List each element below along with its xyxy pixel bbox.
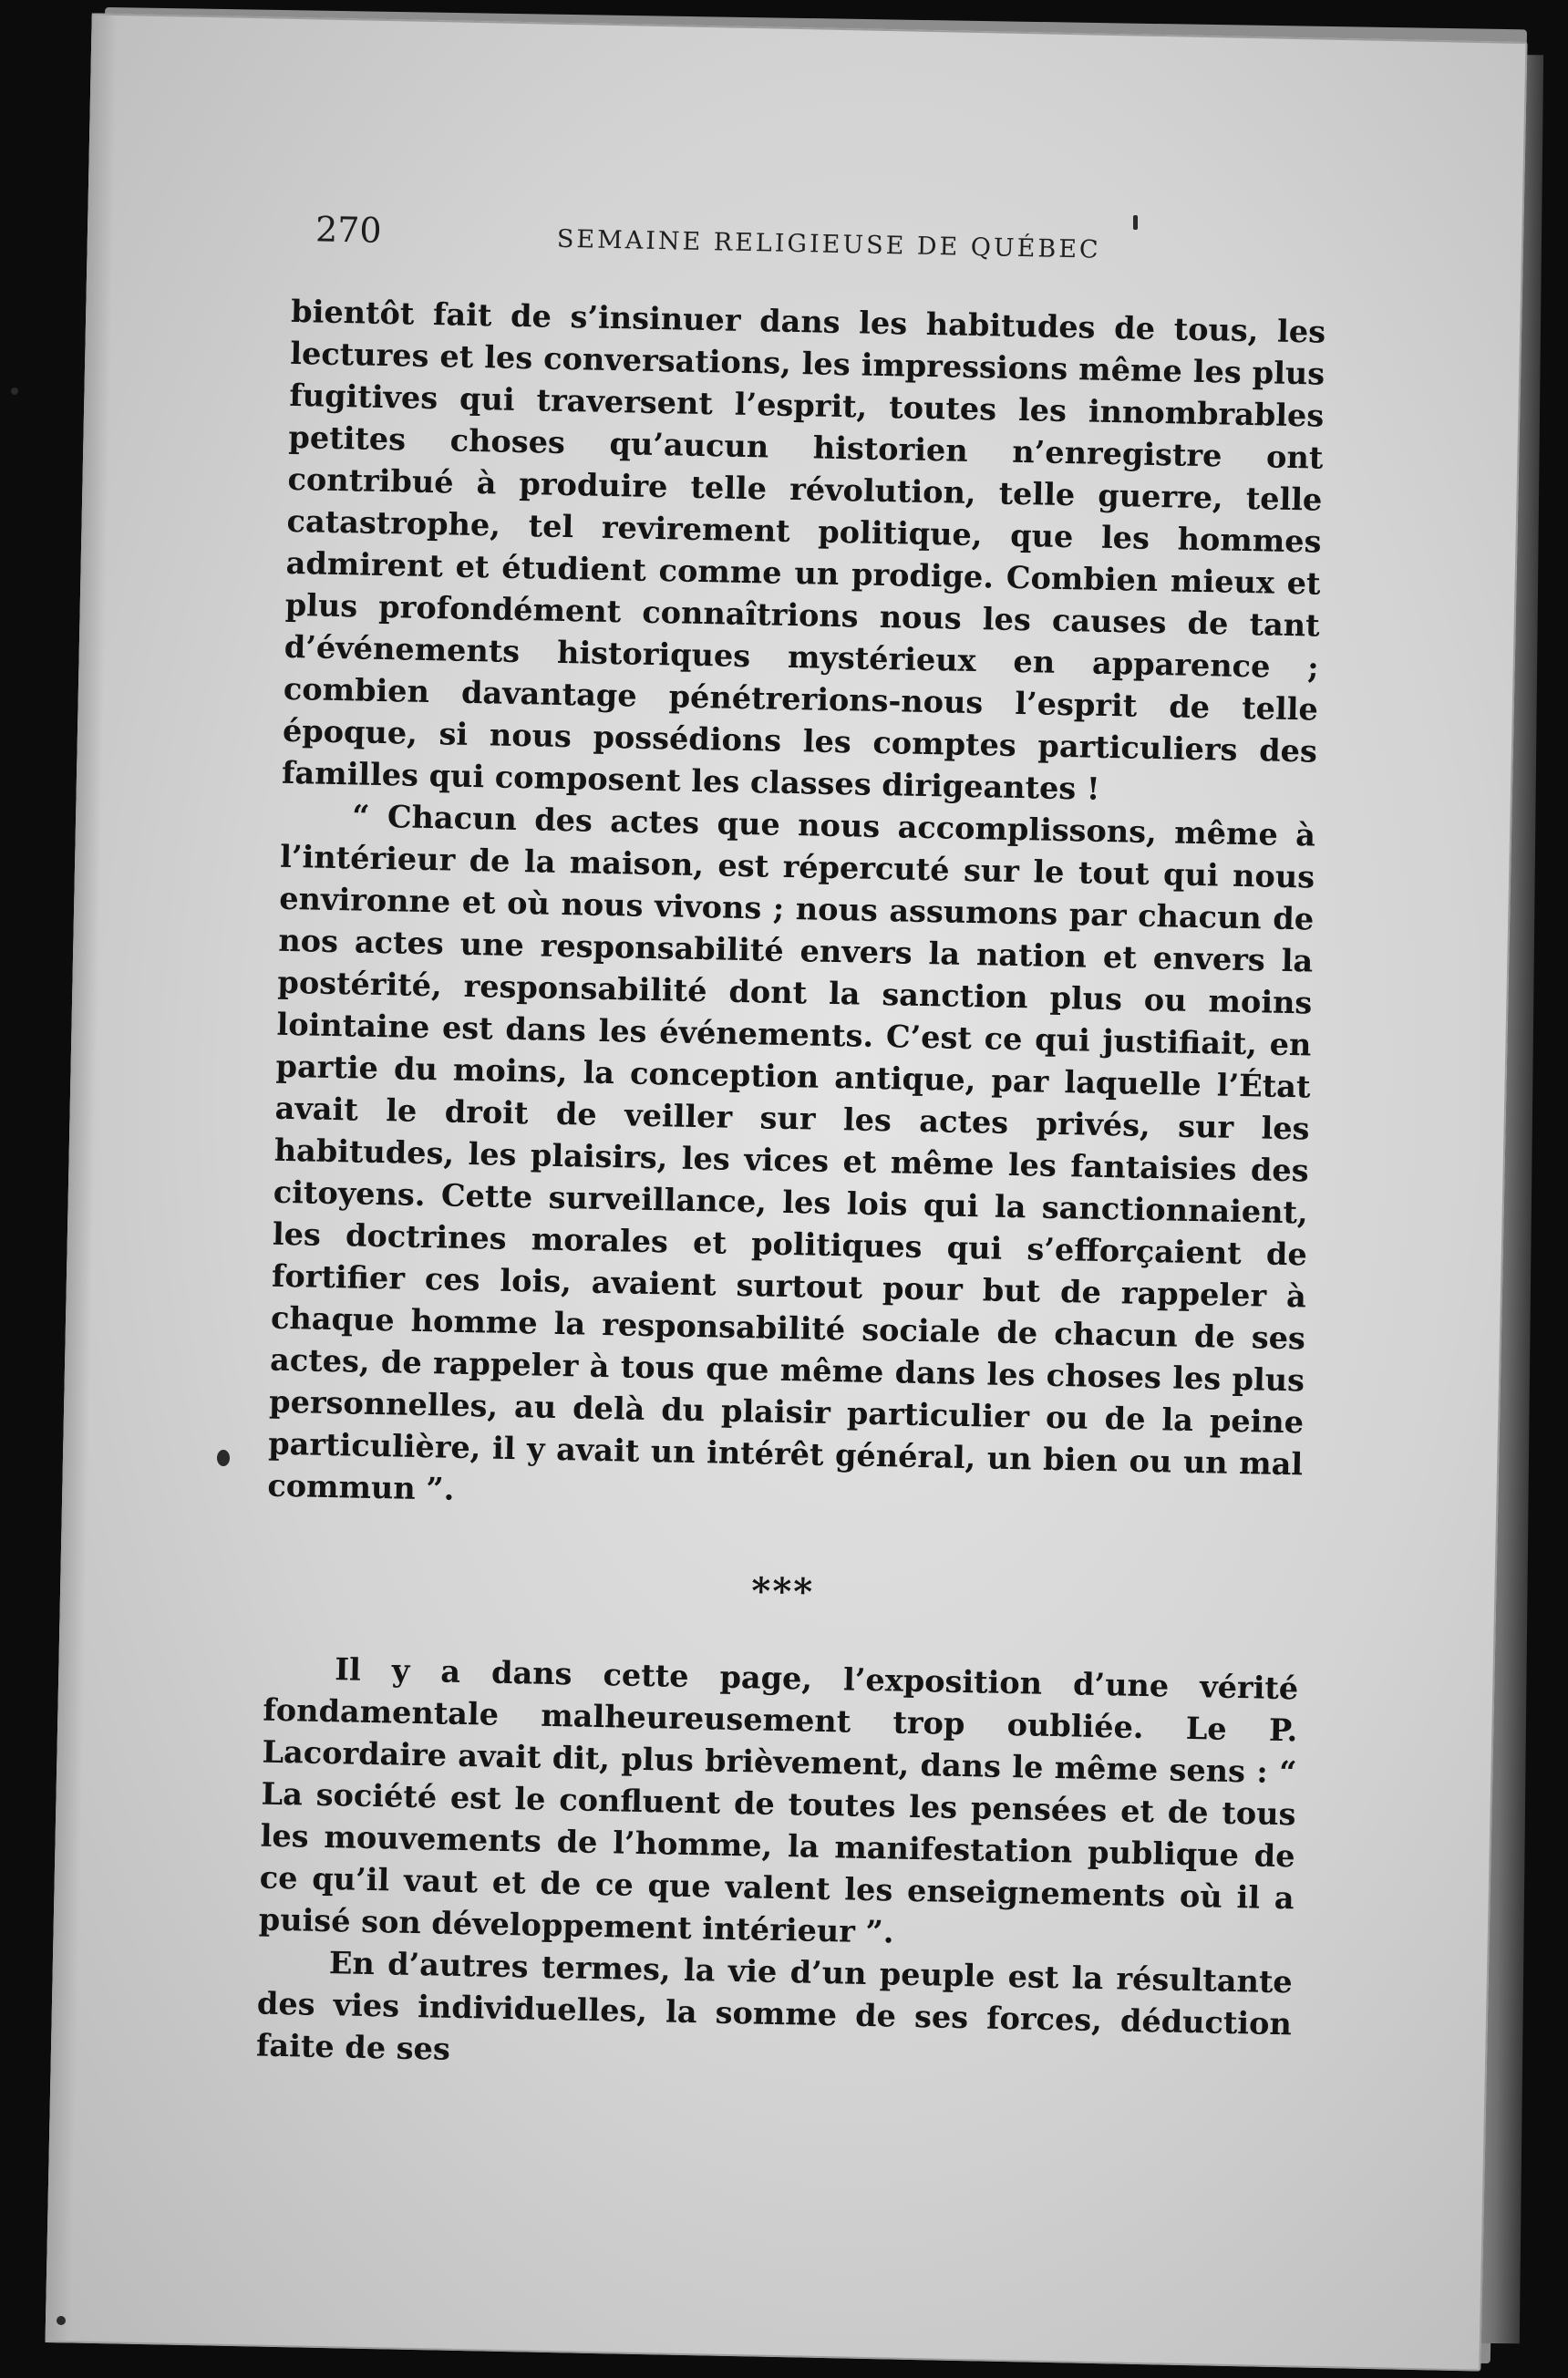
page-number: 270 bbox=[315, 209, 383, 251]
running-title: SEMAINE RELIGIEUSE DE QUÉBEC bbox=[556, 224, 1101, 264]
paragraph-4: En d’autres termes, la vie d’un peuple est la résultante des vies individuelles, la somme de ses forces, déduction faite de ses bbox=[255, 1945, 1294, 2067]
book-page bbox=[46, 13, 1528, 2371]
scan-speck bbox=[217, 1450, 230, 1466]
section-separator-asterism: *** bbox=[750, 1569, 815, 1614]
paragraph-3: Il y a dans cette page, l’exposition d’une vérité fondamentale malheureusement trop oubliée. Le P. Lacordaire avait dit, plus brièvement, dans le même sens : “ La société est le confluent de toutes les pensées et de tous les mouvements de l’homme, la manifestation publique de ce qu’il vaut et de ce que valent les enseignements où il a puisé son développement intérieur ”. bbox=[258, 1651, 1299, 1950]
scan-speck bbox=[1133, 215, 1138, 230]
paragraph-2-quotation: “ Chacun des actes que nous accomplissons, même à l’intérieur de la maison, est répercuté sur le tout qui nous environne et où nous vivons ; nous assumons par chacun de nos actes une responsabilité envers la nation et envers la postérité, responsabilité dont la sanction plus ou moins lointaine est dans les événements. C’est ce qui justifiait, en partie du moins, la conception antique, par laquelle l’État avait le droit de veiller sur les actes privés, sur les habitudes, les plaisirs, les vices et même les fantaisies des citoyens. Cette surveillance, les lois qui la sanctionnaient, les doctrines morales et politiques qui s’efforçaient de fortifier ces lois, avaient surtout pour but de rappeler à chaque homme la responsabilité sociale de chacun de ses actes, de rappeler à tous que même dans les choses les plus personnelles, au delà du plaisir particulier ou de la peine particulière, il y avait un intérêt général, un bien ou un mal commun ”. bbox=[267, 798, 1316, 1507]
scan-speck bbox=[57, 2316, 66, 2325]
body-text bbox=[256, 291, 1326, 2087]
paragraph-1: bientôt fait de s’insinuer dans les habitudes de tous, les lectures et les conversations, les impressions même les plus fugitives qui traversent l’esprit, toutes les innombrables petites choses qu’aucun historien n’enregistre ont contribué à produire telle révolution, telle guerre, telle catastrophe, tel revirement politique, que les hommes admirent et étudient comme un prodige. Combien mieux et plus profondément connaîtrions nous les causes de tant d’événements historiques mystérieux en apparence ; combien davantage pénétrerions-nous l’esprit de telle époque, si nous possédions les comptes particuliers des familles qui composent les classes dirigeantes ! bbox=[281, 293, 1326, 807]
scan-speck bbox=[11, 388, 18, 395]
